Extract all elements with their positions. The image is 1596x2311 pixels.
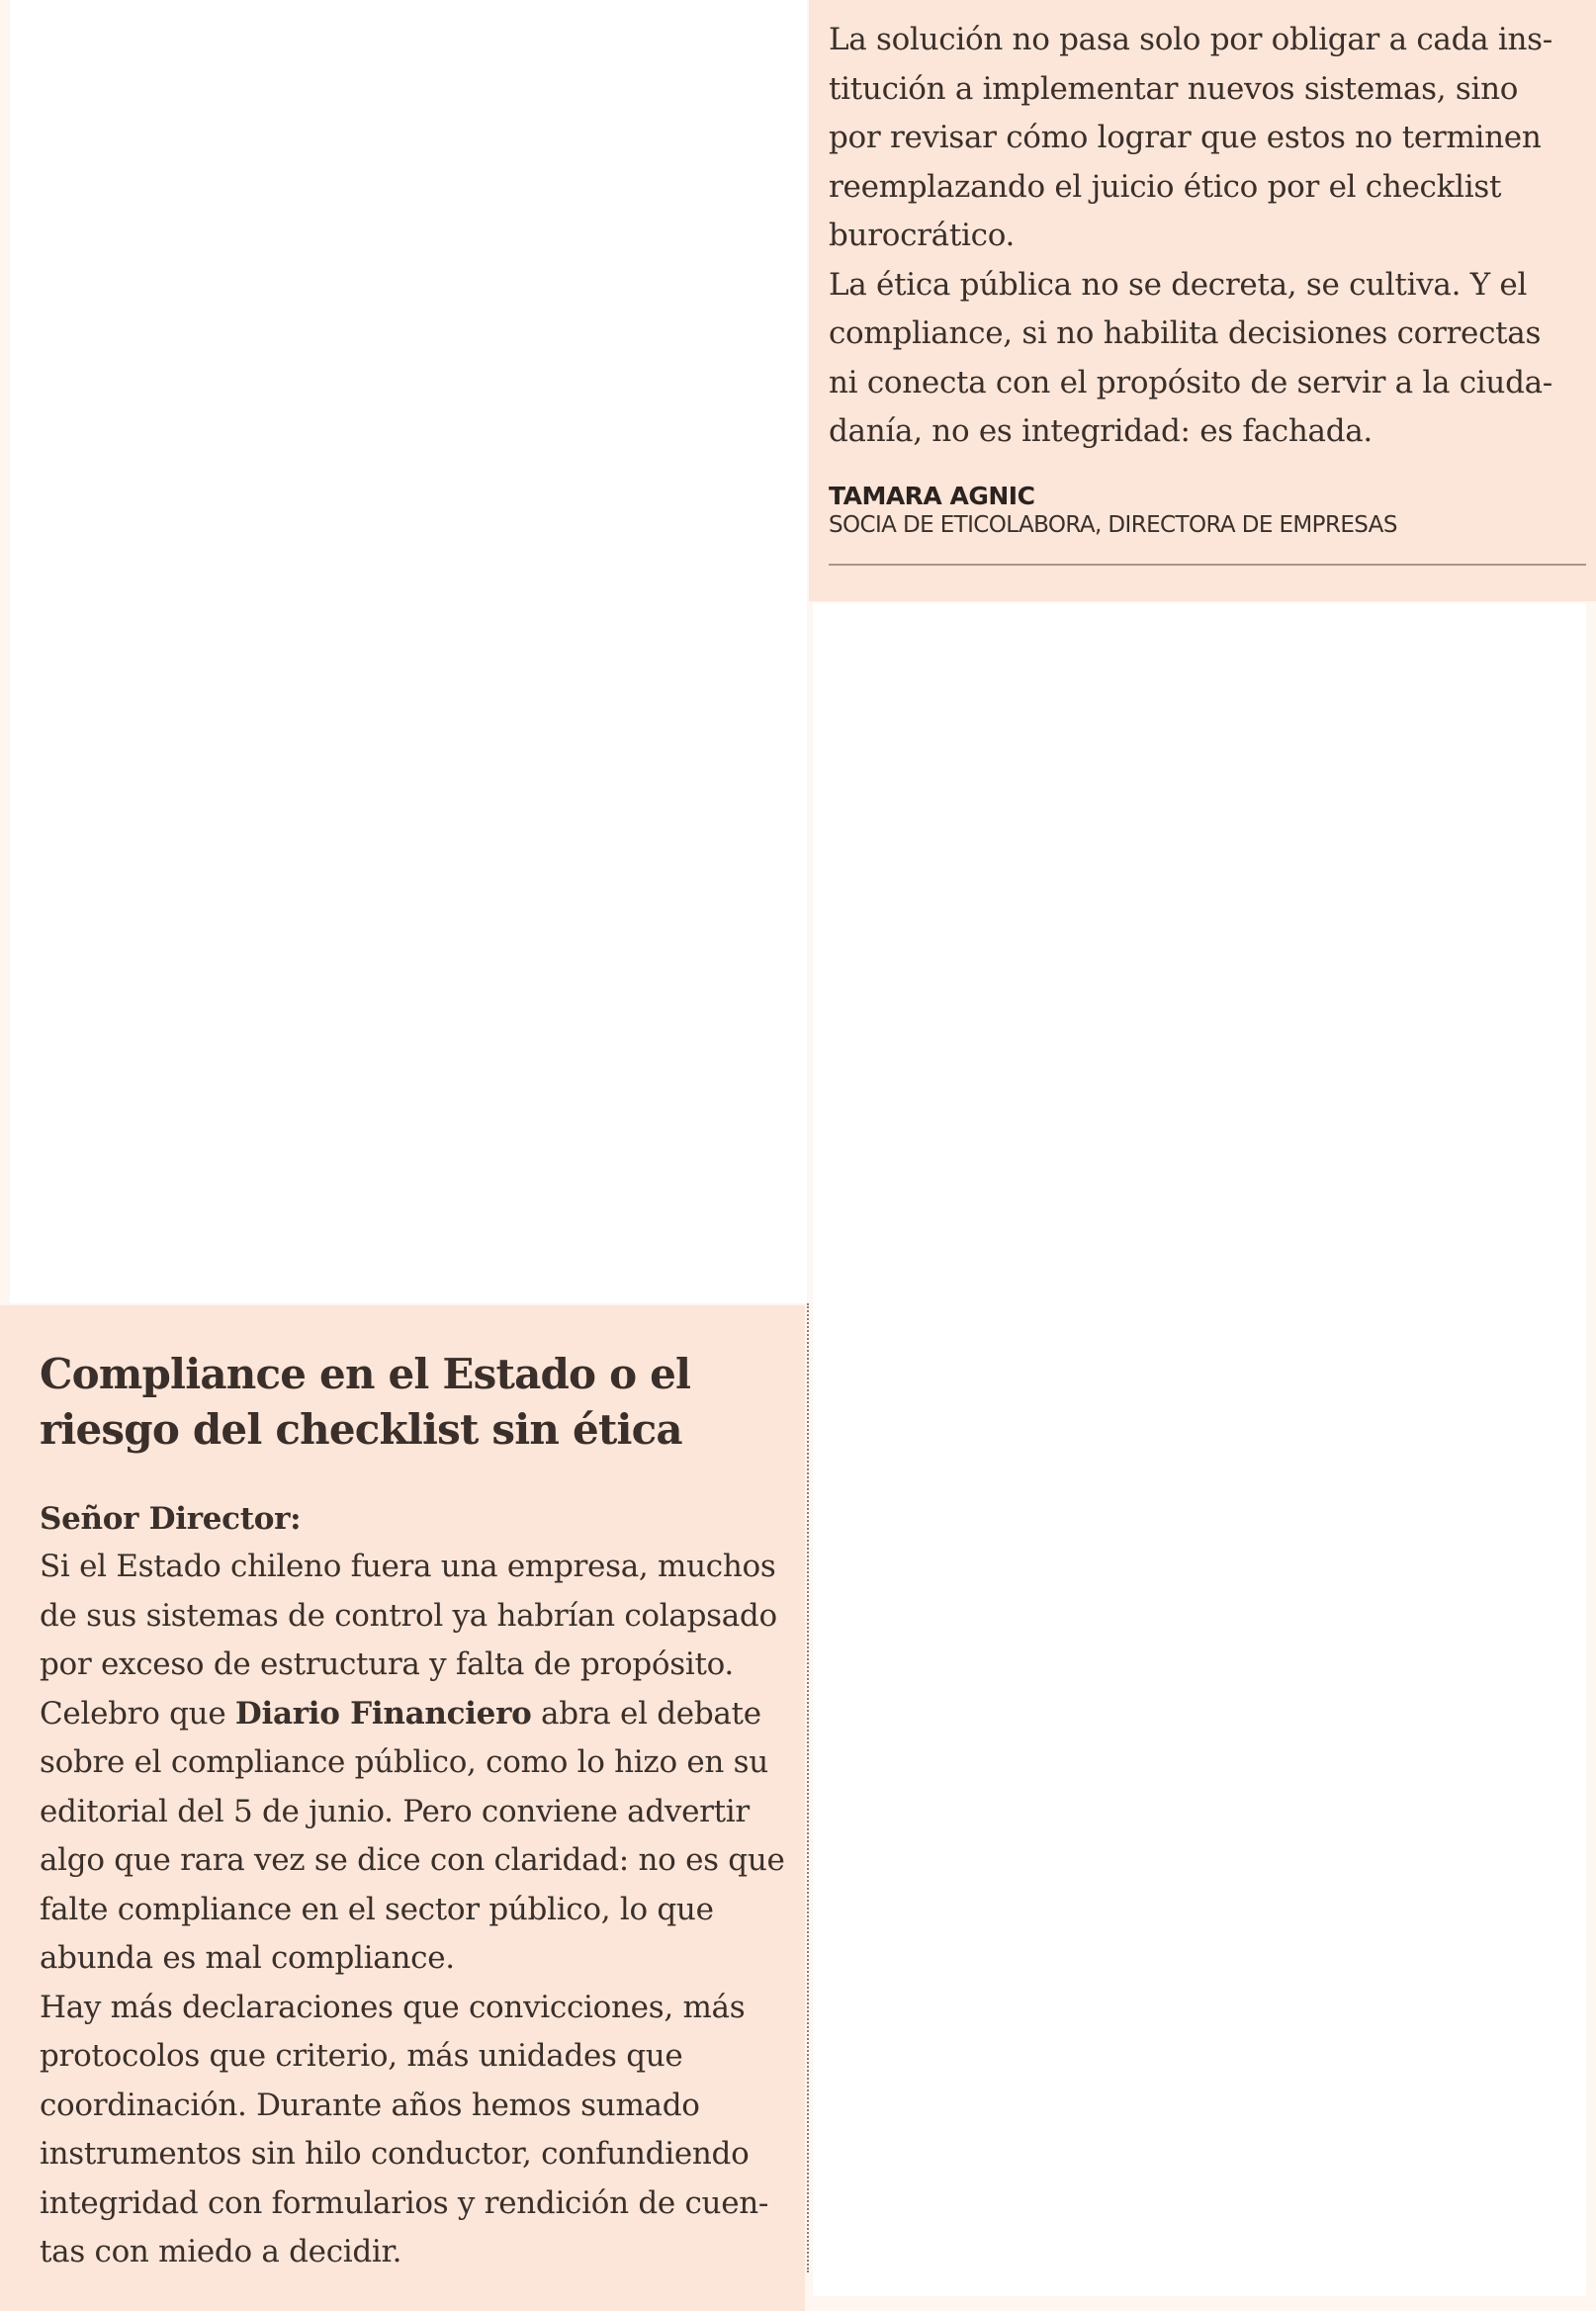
text-line: Hay más declaraciones que convicciones, más [40,1989,746,2025]
text-line: La solución no pasa solo por obligar a cada ins- [829,22,1552,57]
author-name: TAMARA AGNIC [829,482,1035,510]
letter-continuation-text [829,16,1580,457]
text-line: ni conecta con el propósito de servir a la ciuda- [829,364,1552,400]
headline-line: Compliance en el Estado o el [40,1350,691,1398]
letter-body [40,1543,791,2277]
text-line: protocolos que criterio, más unidades que [40,2038,683,2074]
text-line: Si el Estado chileno fuera una empresa, muchos [40,1549,776,1584]
text-line: falte compliance en el sector público, lo que [40,1891,714,1927]
text-line: por exceso de estructura y falta de propósito. [40,1646,734,1682]
text-fragment: abra el debate [531,1695,761,1732]
text-line: danía, no es integridad: es fachada. [829,413,1373,449]
blank-area-right [813,603,1586,2296]
headline-line: riesgo del checklist sin ética [40,1405,682,1454]
letter-salutation: Señor Director: [40,1501,302,1537]
text-line: instrumentos sin hilo conductor, confundiendo [40,2136,750,2172]
text-line: editorial del 5 de junio. Pero conviene advertir [40,1793,750,1829]
letter-continuation-panel [809,0,1596,601]
text-line: burocrático. [829,218,1016,253]
column-divider [807,1303,809,2272]
text-line: La ética pública no se decreta, se cultiva. Y el [829,266,1528,303]
publication-name: Diario Financiero [234,1695,532,1732]
letter-panel [0,1305,805,2311]
author-role: SOCIA DE ETICOLABORA, DIRECTORA DE EMPRESAS [829,512,1397,538]
blank-area-top-left [10,0,807,1303]
text-line: por revisar cómo lograr que estos no terminen [829,120,1542,155]
text-line-with-publication [40,1690,791,1739]
text-line: compliance, si no habilita decisiones correctas [829,315,1542,351]
text-line: tas con miedo a decidir. [40,2234,402,2269]
text-line: abunda es mal compliance. [40,1940,455,1976]
text-line: sobre el compliance público, como lo hizo en su [40,1744,768,1780]
text-line: reemplazando el juicio ético por el checklist [829,168,1502,205]
text-fragment: Celebro que [40,1695,235,1732]
text-line: coordinación. Durante años hemos sumado [40,2087,700,2123]
author-signature [829,482,1580,539]
text-line: algo que rara vez se dice con claridad: no es que [40,1842,785,1878]
text-line: titución a implementar nuevos sistemas, sino [829,70,1519,107]
signature-divider [829,564,1586,566]
letter-headline [40,1347,791,1458]
text-line: de sus sistemas de control ya habrían colapsado [40,1597,777,1634]
text-line: integridad con formularios y rendición de cuen- [40,2184,769,2221]
